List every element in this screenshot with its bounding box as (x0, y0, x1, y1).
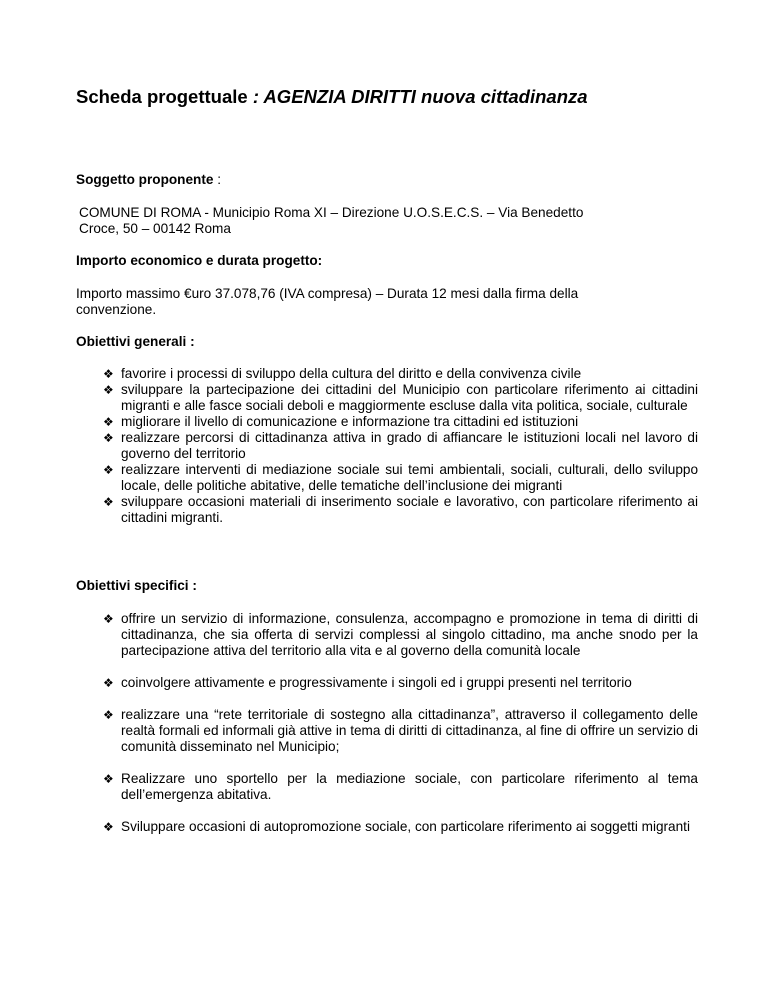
diamond-bullet-icon: ❖ (103, 612, 114, 626)
proponente-heading (76, 172, 696, 188)
proponente-text (79, 205, 699, 237)
diamond-bullet-icon: ❖ (103, 383, 114, 397)
diamond-bullet-icon: ❖ (103, 431, 114, 445)
proponente-heading-label: Soggetto proponente (76, 172, 214, 187)
diamond-bullet-icon: ❖ (103, 367, 114, 381)
title-part-2: : AGENZIA DIRITTI nuova cittadinanza (252, 86, 588, 107)
list-item: ❖ Sviluppare occasioni di autopromozione sociale, con particolare riferimento ai soggetti migranti (103, 819, 690, 834)
importo-line-2: convenzione. (76, 302, 157, 317)
list-item: ❖ coinvolgere attivamente e progressivamente i singoli ed i gruppi presenti nel territorio (103, 675, 632, 690)
diamond-bullet-icon: ❖ (103, 772, 114, 786)
list-item: ❖ realizzare una “rete territoriale di sostegno alla cittadinanza”, attraverso il collegamento delle realtà formali ed informali già attive in tema di diritti di cittadinanza, al fine di offrire un servizio di comunità disseminato nel Municipio; (103, 707, 698, 754)
proponente-heading-suffix: : (213, 172, 221, 187)
list-item: ❖ Realizzare uno sportello per la mediazione sociale, con particolare riferimento al tema dell’emergenza abitativa. (103, 771, 698, 802)
obiettivi-specifici-heading: Obiettivi specifici : (76, 578, 197, 593)
proponente-line-2: Croce, 50 – 00142 Roma (79, 221, 231, 236)
list-item: ❖ offrire un servizio di informazione, consulenza, accompagno e promozione in tema di diritti di cittadinanza, che sia offerta di servizi complessi al singolo cittadino, ma anche snodo per la partecipazione attiva del territorio alla vita e al governo della comunità locale (103, 611, 698, 658)
obiettivi-generali-heading: Obiettivi generali : (76, 334, 195, 349)
diamond-bullet-icon: ❖ (103, 708, 114, 722)
obiettivi-specifici-list (103, 611, 698, 851)
importo-heading: Importo economico e durata progetto: (76, 253, 323, 268)
list-item: ❖ sviluppare la partecipazione dei cittadini del Municipio con particolare riferimento ai cittadini migranti e alle fasce sociali deboli e maggiormente escluse dalla vita politica, sociale, culturale (103, 382, 698, 413)
diamond-bullet-icon: ❖ (103, 676, 114, 690)
diamond-bullet-icon: ❖ (103, 820, 114, 834)
diamond-bullet-icon: ❖ (103, 415, 114, 429)
obiettivi-generali-list (103, 366, 698, 526)
list-item: ❖ favorire i processi di sviluppo della cultura del diritto e della convivenza civile (103, 366, 582, 381)
list-item: ❖ realizzare interventi di mediazione sociale sui temi ambientali, sociali, culturali, dello sviluppo locale, delle politiche abitative, delle tematiche dell’inclusione dei migranti (103, 462, 698, 493)
list-item: ❖ migliorare il livello di comunicazione e informazione tra cittadini ed istituzioni (103, 414, 579, 429)
document-title (76, 86, 716, 108)
title-part-1: Scheda progettuale (76, 86, 253, 107)
list-item: ❖ realizzare percorsi di cittadinanza attiva in grado di affiancare le istituzioni locali nel lavoro di governo del territorio (103, 430, 698, 461)
diamond-bullet-icon: ❖ (103, 495, 114, 509)
importo-line-1: Importo massimo €uro 37.078,76 (IVA compresa) – Durata 12 mesi dalla firma della (76, 286, 579, 301)
importo-text (76, 286, 696, 318)
proponente-line-1: COMUNE DI ROMA - Municipio Roma XI – Direzione U.O.S.E.C.S. – Via Benedetto (79, 205, 584, 220)
diamond-bullet-icon: ❖ (103, 463, 114, 477)
list-item: ❖ sviluppare occasioni materiali di inserimento sociale e lavorativo, con particolare riferimento ai cittadini migranti. (103, 494, 698, 525)
